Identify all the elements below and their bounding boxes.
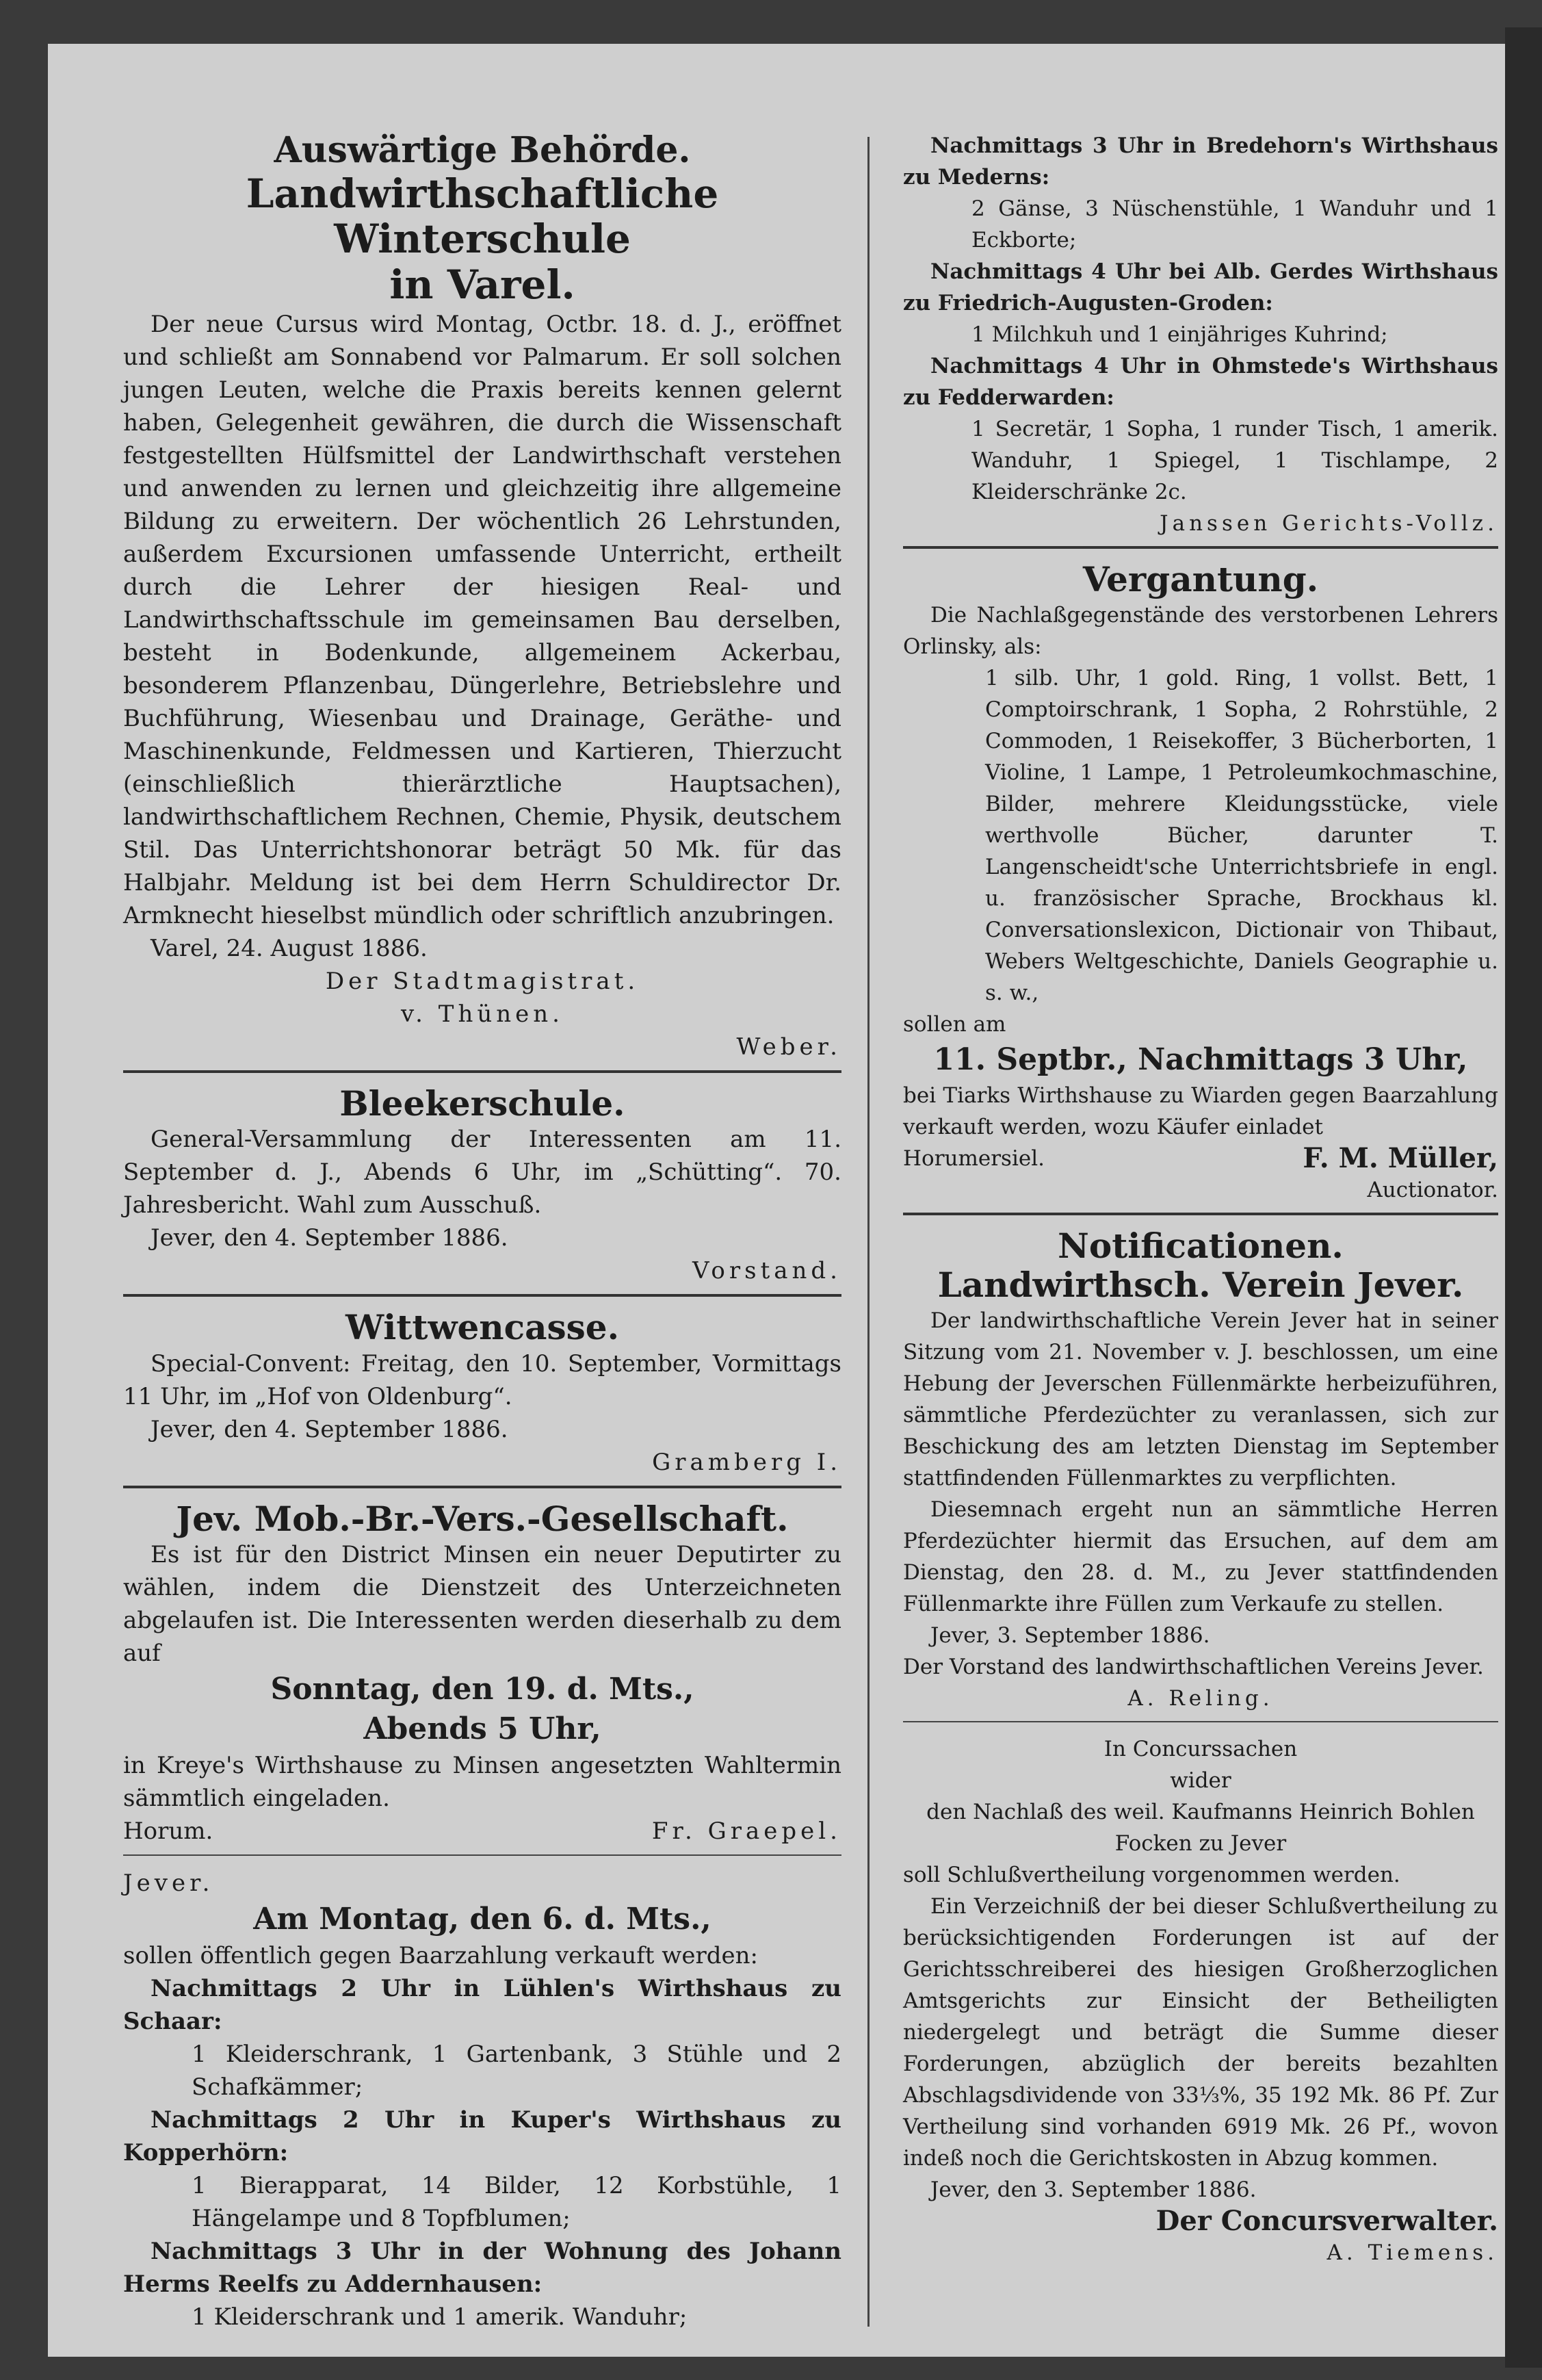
auction-items: 1 Bierapparat, 14 Bilder, 12 Korbstühle, 1 Hängelampe und 8 Topfblumen; xyxy=(192,2172,841,2233)
right-column xyxy=(903,130,1498,2275)
ad-signature: Gramberg I. xyxy=(652,1448,841,1476)
ad-signature: A. Reling. xyxy=(1127,1685,1274,1711)
ad-notificationen xyxy=(903,1226,1498,1714)
ad-body: Special-Convent: Freitag, den 10. September, Vormittags 11 Uhr, im „Hof von Oldenburg“. xyxy=(123,1349,841,1410)
ad-versicherung xyxy=(123,1499,841,1848)
ad-separator xyxy=(903,546,1498,549)
ad-signature: Janssen Gerichts-Vollz. xyxy=(1160,511,1498,536)
ad-title: Am Montag, den 6. d. Mts., xyxy=(253,1902,711,1937)
ad-body: soll Schlußvertheilung vorgenommen werden. xyxy=(903,1862,1400,1887)
ad-body: den Nachlaß des weil. Kaufmanns Heinrich Bohlen Focken zu Jever xyxy=(926,1799,1475,1856)
ad-auction xyxy=(123,1867,841,2333)
ad-title: Landwirthsch. Verein Jever. xyxy=(937,1265,1464,1305)
auction-location: Nachmittags 2 Uhr in Lühlen's Wirthshaus zu Schaar: xyxy=(123,1975,841,2036)
ad-signature: A. Tiemens. xyxy=(1327,2240,1498,2265)
ad-highlight: 11. Septbr., Nachmittags 3 Uhr, xyxy=(933,1042,1468,1077)
auction-items: 1 silb. Uhr, 1 gold. Ring, 1 vollst. Bett, 1 Comptoirschrank, 1 Sopha, 2 Rohrstühle, 2 Commoden, 1 Reisekoffer, 3 Bücherborten, 1 Violine, 1 Lampe, 1 Petroleumkochmaschine, Bilder, mehrere Kleidungsstücke, viele werthvolle Bücher, darunter T. Langenscheidt'sche Unterrichtsbriefe in engl. u. französischer Sprache, Brockhaus kl. Conversationslexicon, Dictionair von Thibaut, Webers Weltgeschichte, Daniels Geographie u. s. w., xyxy=(985,665,1498,1005)
ad-separator xyxy=(903,1213,1498,1215)
ad-title: Vergantung. xyxy=(1082,559,1319,599)
ad-date: Jever, den 3. September 1886. xyxy=(930,2177,1257,2202)
page-edge xyxy=(1505,27,1542,2368)
ad-title: Landwirthschaftliche Winterschule xyxy=(246,170,719,263)
ad-signature: Auctionator. xyxy=(1367,1177,1498,1202)
ad-highlight: Sonntag, den 19. d. Mts., xyxy=(270,1672,694,1707)
ad-place: Jever. xyxy=(123,1870,214,1898)
ad-title: Bleekerschule. xyxy=(339,1083,625,1124)
ad-signature: Der Stadtmagistrat. xyxy=(325,967,640,995)
auction-items: 1 Kleiderschrank, 1 Gartenbank, 3 Stühle und 2 Schafkämmer; xyxy=(192,2041,841,2101)
ad-place: Horumersiel. xyxy=(903,1146,1045,1171)
ad-footer xyxy=(903,1143,1498,1174)
auction-location: Nachmittags 4 Uhr in Ohmstede's Wirthshaus zu Fedderwarden: xyxy=(903,354,1498,410)
ad-body: wider xyxy=(1170,1768,1231,1793)
ad-place: Horum. xyxy=(123,1818,213,1846)
ad-body: Der neue Cursus wird Montag, Octbr. 18. d. J., eröffnet und schließt am Sonnabend vor Palmarum. Er soll solchen jungen Leuten, welche die Praxis bereits kennen gelernt haben, Gelegenheit gewähren, die durch die Wissenschaft festgestellten Hülfsmittel der Landwirthschaft verstehen und anwenden zu lernen und gleichzeitig ihre allgemeine Bildung zu erweitern. Der wöchentlich 26 Lehrstunden, außerdem Excursionen umfassende Unterricht, ertheilt durch die Lehrer der hiesigen Real- und Landwirthschaftsschule im gemeinsamen Bau derselben, besteht in Bodenkunde, allgemeinem Ackerbau, besonderem Pflanzenbau, Düngerlehre, Betriebslehre und Buchführung, Wiesenbau und Drainage, Geräthe- und Maschinenkunde, Feldmessen und Kartieren, Thierzucht (einschließlich thierärztliche Hauptsachen), landwirthschaftlichem Rechnen, Chemie, Physik, deutschem Stil. Das Unterrichtshonorar beträgt 50 Mk. für das Halbjahr. Meldung ist bei dem Herrn Schuldirector Dr. Armknecht hieselbst mündlich oder schriftlich anzubringen. xyxy=(123,310,841,929)
ad-signature: F. M. Müller, xyxy=(1303,1141,1498,1174)
ad-body: sollen am xyxy=(903,1011,1006,1037)
section-heading: Auswärtige Behörde. xyxy=(274,129,691,171)
ad-signature: Vorstand. xyxy=(692,1257,841,1285)
ad-date: Varel, 24. August 1886. xyxy=(151,934,428,962)
left-column xyxy=(123,130,841,2340)
ad-body: General-Versammlung der Interessenten am 11. September d. J., Abends 6 Uhr, im „Schütting“. 70. Jahresbericht. Wahl zum Ausschuß. xyxy=(123,1126,841,1219)
ad-body: Diesemnach ergeht nun an sämmtliche Herren Pferdezüchter hiermit das Ersuchen, auf dem am Dienstag, den 28. d. M., zu Jever stattfindenden Füllenmarkte ihre Füllen zum Verkaufe zu stellen. xyxy=(903,1497,1498,1616)
ad-body: in Kreye's Wirthshause zu Minsen angesetzten Wahltermin sämmtlich eingeladen. xyxy=(123,1752,841,1813)
ad-highlight: Abends 5 Uhr, xyxy=(363,1711,601,1747)
ad-body: Der landwirthschaftliche Verein Jever hat in seiner Sitzung vom 21. November v. J. beschlossen, um eine Hebung der Jeverschen Füllenmärkte herbeizuführen, sämmtliche Pferdezüchter zu veranlassen, sich zur Beschickung des am letzten Dienstag im September stattfindenden Füllenmarktes zu verpflichten. xyxy=(903,1308,1498,1490)
ad-title-line2: in Varel. xyxy=(389,261,575,309)
ad-signature: Der Concursverwalter. xyxy=(1155,2204,1498,2237)
ad-title: Jev. Mob.-Br.-Vers.-Gesellschaft. xyxy=(176,1498,789,1539)
ad-signature: Fr. Graepel. xyxy=(651,1818,841,1846)
ad-separator xyxy=(123,1486,841,1488)
ad-body: Ein Verzeichniß der bei dieser Schlußvertheilung zu berücksichtigenden Forderungen ist auf der Gerichtsschreiberei des hiesigen Großherzoglichen Amtsgerichts zur Einsicht der Betheiligten niedergelegt und beträgt die Summe dieser Forderungen, abzüglich der bereits bezahlten Abschlagsdividende von 33⅓%, 35 192 Mk. 86 Pf. Zur Vertheilung sind vorhanden 6919 Mk. 26 Pf., wovon indeß noch die Gerichtskosten in Abzug kommen. xyxy=(903,1893,1498,2171)
ad-date: Jever, den 4. September 1886. xyxy=(151,1415,508,1443)
ad-separator xyxy=(123,1294,841,1297)
ad-signature: Weber. xyxy=(736,1033,841,1061)
auction-location: Nachmittags 3 Uhr in Bredehorn's Wirthshaus zu Mederns: xyxy=(903,133,1498,190)
ad-separator xyxy=(123,1854,841,1856)
ad-signature: v. Thünen. xyxy=(401,1000,564,1028)
ad-auction-continued xyxy=(903,130,1498,539)
ad-concurs xyxy=(903,1733,1498,2268)
section-heading: Notificationen. xyxy=(1058,1225,1344,1266)
ad-date: Jever, 3. September 1886. xyxy=(930,1622,1210,1648)
ad-winterschule xyxy=(123,130,841,1063)
auction-items: 1 Secretär, 1 Sopha, 1 runder Tisch, 1 amerik. Wanduhr, 1 Spiegel, 1 Tischlampe, 2 Kleiderschränke 2c. xyxy=(971,417,1498,504)
ad-wittwencasse xyxy=(123,1308,841,1479)
ad-body: Die Nachlaßgegenstände des verstorbenen Lehrers Orlinsky, als: xyxy=(903,602,1498,659)
auction-location: Nachmittags 3 Uhr in der Wohnung des Johann Herms Reelfs zu Addernhausen: xyxy=(123,2238,841,2299)
ad-body: In Concurssachen xyxy=(1103,1736,1298,1761)
ad-separator xyxy=(903,1721,1498,1722)
auction-items: 1 Kleiderschrank und 1 amerik. Wanduhr; xyxy=(192,2303,688,2331)
ad-vergantung xyxy=(903,560,1498,1206)
ad-intro: sollen öffentlich gegen Baarzahlung verkauft werden: xyxy=(123,1942,758,1970)
ad-title: Wittwencasse. xyxy=(345,1307,620,1348)
ad-footer xyxy=(123,1815,841,1848)
ad-signature: Der Vorstand des landwirthschaftlichen Vereins Jever. xyxy=(903,1654,1484,1679)
auction-location: Nachmittags 2 Uhr in Kuper's Wirthshaus zu Kopperhörn: xyxy=(123,2106,841,2167)
column-divider xyxy=(867,137,870,2327)
auction-items: 1 Milchkuh und 1 einjähriges Kuhrind; xyxy=(971,322,1388,347)
ad-body: Es ist für den District Minsen ein neuer Deputirter zu wählen, indem die Dienstzeit des Unterzeichneten abgelaufen ist. Die Interessenten werden dieserhalb zu dem auf xyxy=(123,1541,841,1668)
auction-items: 2 Gänse, 3 Nüschenstühle, 1 Wanduhr und 1 Eckborte; xyxy=(971,196,1498,253)
ad-date: Jever, den 4. September 1886. xyxy=(151,1224,508,1252)
auction-location: Nachmittags 4 Uhr bei Alb. Gerdes Wirthshaus zu Friedrich-Augusten-Groden: xyxy=(903,259,1498,315)
ad-bleekerschule xyxy=(123,1084,841,1288)
ad-body: bei Tiarks Wirthshause zu Wiarden gegen Baarzahlung verkauft werden, wozu Käufer einladet xyxy=(903,1083,1498,1139)
ad-separator xyxy=(123,1070,841,1073)
